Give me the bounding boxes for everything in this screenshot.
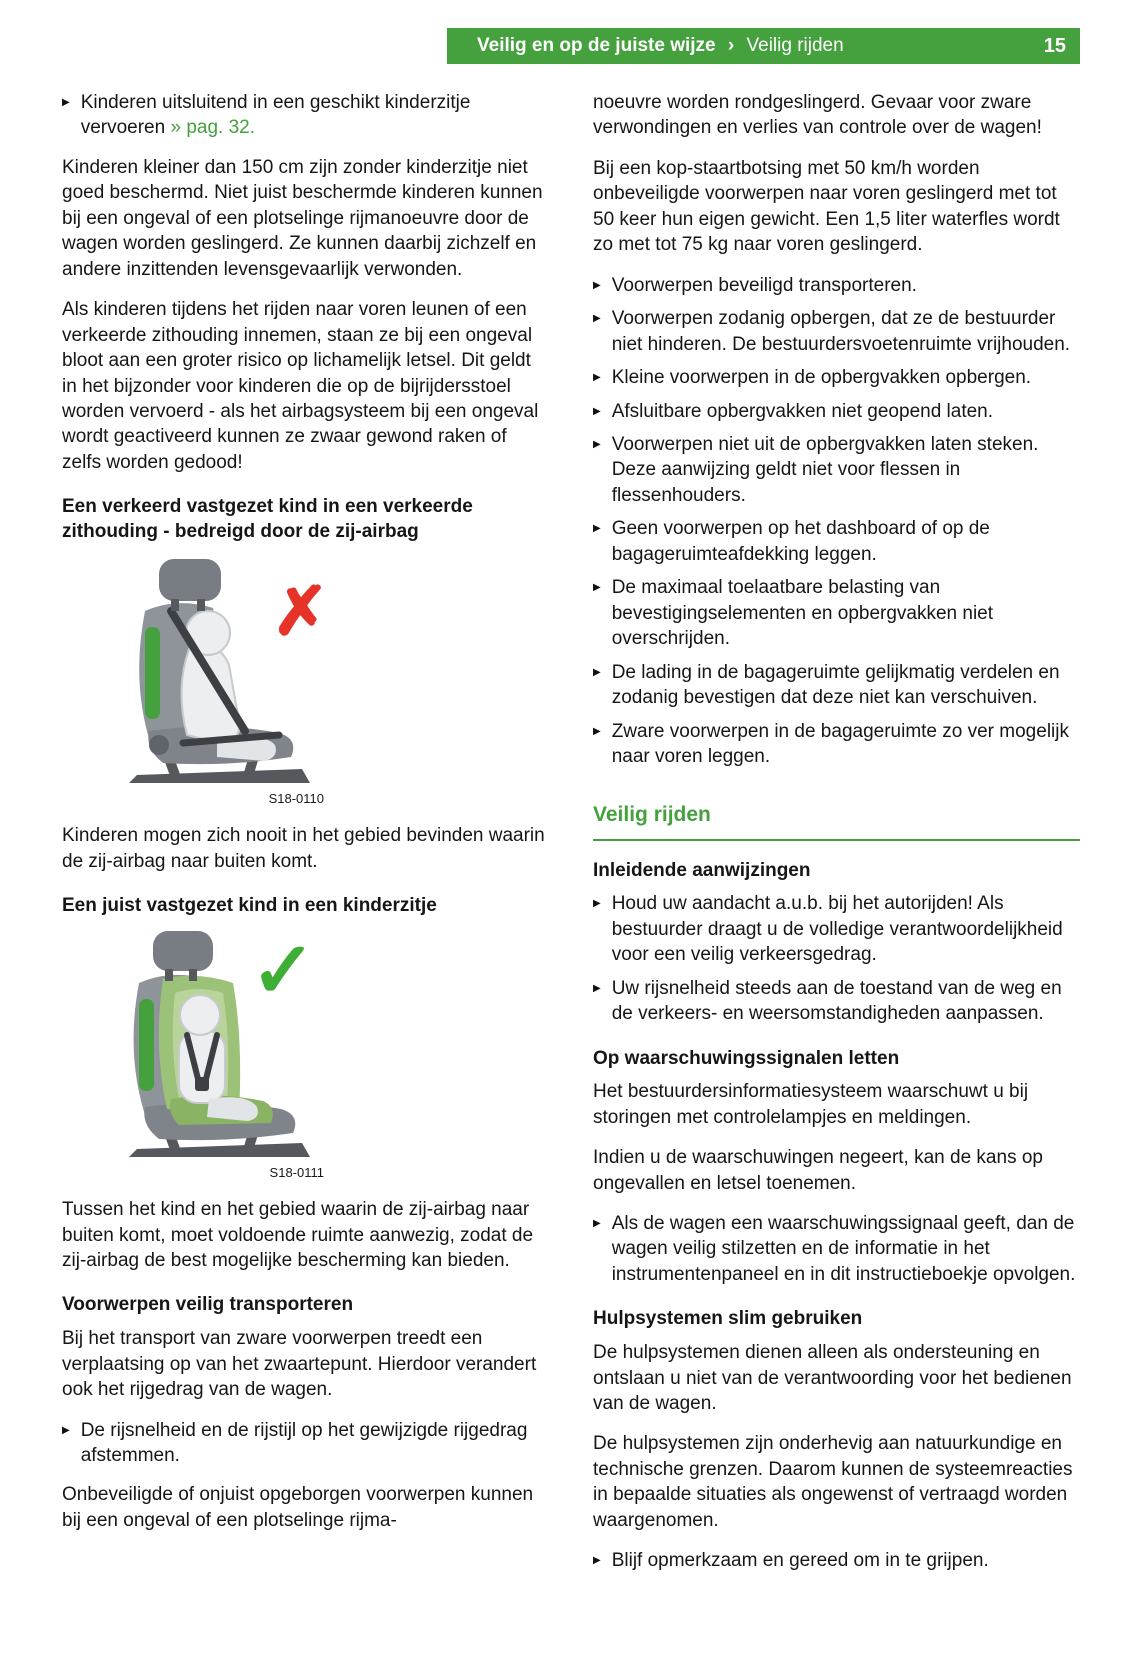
list-item: [593, 1548, 1080, 1573]
bullet-icon: ▶: [593, 982, 601, 994]
figure-correct-position: [66, 927, 368, 1181]
subheading-correct-position: Een juist vastgezet kind in een kinderzitje: [62, 895, 437, 917]
list-item: [62, 90, 549, 141]
bullet-icon: ▶: [593, 438, 601, 450]
bullet-icon: ▶: [593, 582, 601, 594]
list-item: [593, 306, 1080, 357]
figure-image: [66, 927, 368, 1162]
bullet-icon: ▶: [593, 313, 601, 325]
bullet-text: De lading in de bagageruimte gelijkmatig verdelen en zodanig bevestigen dat deze niet kan verschuiven.: [611, 661, 1060, 709]
bullet-text: Voorwerpen niet uit de opbergvakken laten steken. Deze aanwijzing geldt niet voor flessen in flessenhouders.: [611, 433, 1039, 506]
subheading-hulpsystemen: Hulpsystemen slim gebruiken: [593, 1308, 863, 1330]
bullet-text: Geen voorwerpen op het dashboard of op de bagageruimteafdekking leggen.: [611, 518, 990, 565]
bullet-text: De rijsnelheid en de rijstijl op het gewijzigde rijgedrag afstemmen.: [80, 1419, 528, 1466]
bullet-text: Zware voorwerpen in de bagageruimte zo ver mogelijk naar voren leggen.: [611, 720, 1069, 767]
list-item: [593, 516, 1080, 567]
bullet-text: Voorwerpen beveiligd transporteren.: [611, 274, 917, 296]
paragraph: Bij een kop-staartbotsing met 50 km/h worden onbeveiligde voorwerpen naar voren geslingerd met tot 50 keer hun eigen gewicht. Een 1,5 liter waterfles wordt zo met tot 75 kg naar voren geslingerd.: [593, 157, 1060, 256]
seat-correct-illustration: [66, 927, 368, 1162]
bullet-text: Kinderen uitsluitend in een geschikt kinderzitje vervoeren: [80, 92, 471, 139]
bullet-icon: ▶: [593, 372, 601, 384]
bullet-icon: ▶: [62, 97, 70, 108]
paragraph: Het bestuurdersinformatiesysteem waarschuwt u bij storingen met controlelampjes en meldingen.: [593, 1081, 1029, 1128]
breadcrumb: [477, 35, 1044, 57]
bullet-icon: ▶: [593, 1555, 601, 1567]
list-item: [593, 660, 1080, 711]
breadcrumb-section: Veilig en op de juiste wijze: [477, 35, 716, 56]
bullet-icon: ▶: [593, 898, 601, 910]
figure-image: [66, 553, 368, 788]
paragraph: Indien u de waarschuwingen negeert, kan de kans op ongevallen en letsel toenemen.: [593, 1147, 1043, 1194]
bullet-text: De maximaal toelaatbare belasting van bevestigingselementen en opbergvakken niet overschrijden.: [611, 577, 994, 650]
right-column: [593, 90, 1080, 1582]
list-item: [593, 719, 1080, 770]
bullet-icon: ▶: [593, 523, 601, 535]
bullet-text: Als de wagen een waarschuwingssignaal geeft, dan de wagen veilig stilzetten en de informatie in het instrumentenpaneel en in dit instructieboekje opvolgen.: [611, 1213, 1076, 1285]
breadcrumb-subsection: Veilig rijden: [746, 35, 844, 56]
paragraph: Tussen het kind en het gebied waarin de zij-airbag naar buiten komt, moet voldoende ruimte aanwezig, zodat de zij-airbag de best mogelijke bescherming kan bieden.: [62, 1199, 534, 1272]
bullet-icon: ▶: [593, 1218, 601, 1229]
subheading-waarschuwingssignalen: Op waarschuwingssignalen letten: [593, 1047, 900, 1069]
paragraph: De hulpsystemen dienen alleen als ondersteuning en ontslaan u niet van de verantwoording voor het bedienen van de wagen.: [593, 1342, 1072, 1414]
figure-wrong-position: [66, 553, 368, 807]
subheading-wrong-position: Een verkeerd vastgezet kind in een verkeerde zithouding - bedreigd door de zij-airbag: [62, 496, 473, 543]
bullet-icon: ▶: [593, 725, 601, 737]
figure-caption: S18-0111: [269, 1164, 324, 1180]
list-item: [62, 1418, 549, 1469]
list-item: [593, 575, 1080, 651]
paragraph: Als kinderen tijdens het rijden naar voren leunen of een verkeerde zithouding innemen, staan ze bij een ongeval bloot aan een groter risico op lichamelijk letsel. Dit geldt in het bijzonder voor kinderen die op de bijrijdersstoel worden vervoerd - als het airbagsysteem bij een ongeval wordt geactiveerd kunnen ze zwaar gewond raken of zelfs worden gedood!: [62, 299, 539, 473]
section-title-veilig-rijden: Veilig rijden: [593, 801, 1080, 840]
list-item: [593, 365, 1080, 390]
bullet-text: Voorwerpen zodanig opbergen, dat ze de bestuurder niet hinderen. De bestuurdersvoetenruimte vrijhouden.: [611, 308, 1071, 355]
bullet-text: Uw rijsnelheid steeds aan de toestand van de weg en de verkeers- en weersomstandigheden aanpassen.: [611, 977, 1062, 1025]
paragraph: Onbeveiligde of onjuist opgeborgen voorwerpen kunnen bij een ongeval of een plotselinge rijma-: [62, 1484, 534, 1531]
left-column: [62, 90, 549, 1582]
bullet-text: Kleine voorwerpen in de opbergvakken opbergen.: [611, 367, 1032, 389]
list-item: [593, 976, 1080, 1027]
bullet-icon: ▶: [593, 279, 601, 291]
check-icon: ✓: [250, 925, 316, 1014]
page-header-bar: [447, 28, 1080, 64]
page-number: 15: [1043, 34, 1066, 57]
list-item: [593, 891, 1080, 967]
cross-icon: ✗: [267, 572, 335, 649]
subheading-transport: Voorwerpen veilig transporteren: [62, 1294, 354, 1316]
list-item: [593, 399, 1080, 424]
paragraph: noeuvre worden rondgeslingerd. Gevaar voor zware verwondingen en verlies van controle over de wagen!: [593, 92, 1042, 139]
paragraph: De hulpsystemen zijn onderhevig aan natuurkundige en technische grenzen. Daarom kunnen de systeemreacties in bepaalde situaties als ongewenst of vertraagd worden waargenomen.: [593, 1433, 1073, 1531]
list-item: [593, 1211, 1080, 1287]
bullet-text: Houd uw aandacht a.u.b. bij het autorijden! Als bestuurder draagt u de volledige verantwoordelijkheid voor een veilig verkeersgedrag.: [611, 893, 1063, 966]
page-ref-link[interactable]: » pag. 32.: [170, 117, 256, 139]
figure-caption: S18-0110: [268, 790, 324, 806]
breadcrumb-separator: ›: [727, 35, 735, 56]
list-item: [593, 273, 1080, 298]
bullet-icon: ▶: [62, 1424, 70, 1436]
subheading-inleidende-aanwijzingen: Inleidende aanwijzingen: [593, 859, 811, 881]
paragraph: Kinderen kleiner dan 150 cm zijn zonder kinderzitje niet goed beschermd. Niet juist beschermde kinderen kunnen bij een ongeval of een plotselinge rijmanoeuvre door de wagen worden geslingerd. Ze kunnen daarbij zichzelf en andere inzittenden levensgevaarlijk verwonden.: [62, 156, 543, 280]
bullet-text: Blijf opmerkzaam en gereed om in te grijpen.: [611, 1550, 989, 1572]
bullet-icon: ▶: [593, 405, 601, 417]
paragraph: Kinderen mogen zich nooit in het gebied bevinden waarin de zij-airbag naar buiten komt.: [62, 825, 545, 872]
bullet-text: Afsluitbare opbergvakken niet geopend laten.: [611, 400, 994, 422]
two-column-layout: [62, 90, 1080, 1582]
bullet-icon: ▶: [593, 666, 601, 678]
list-item: [593, 432, 1080, 508]
paragraph: Bij het transport van zware voorwerpen treedt een verplaatsing op van het zwaartepunt. Hierdoor verandert ook het rijgedrag van de wagen.: [62, 1328, 537, 1401]
